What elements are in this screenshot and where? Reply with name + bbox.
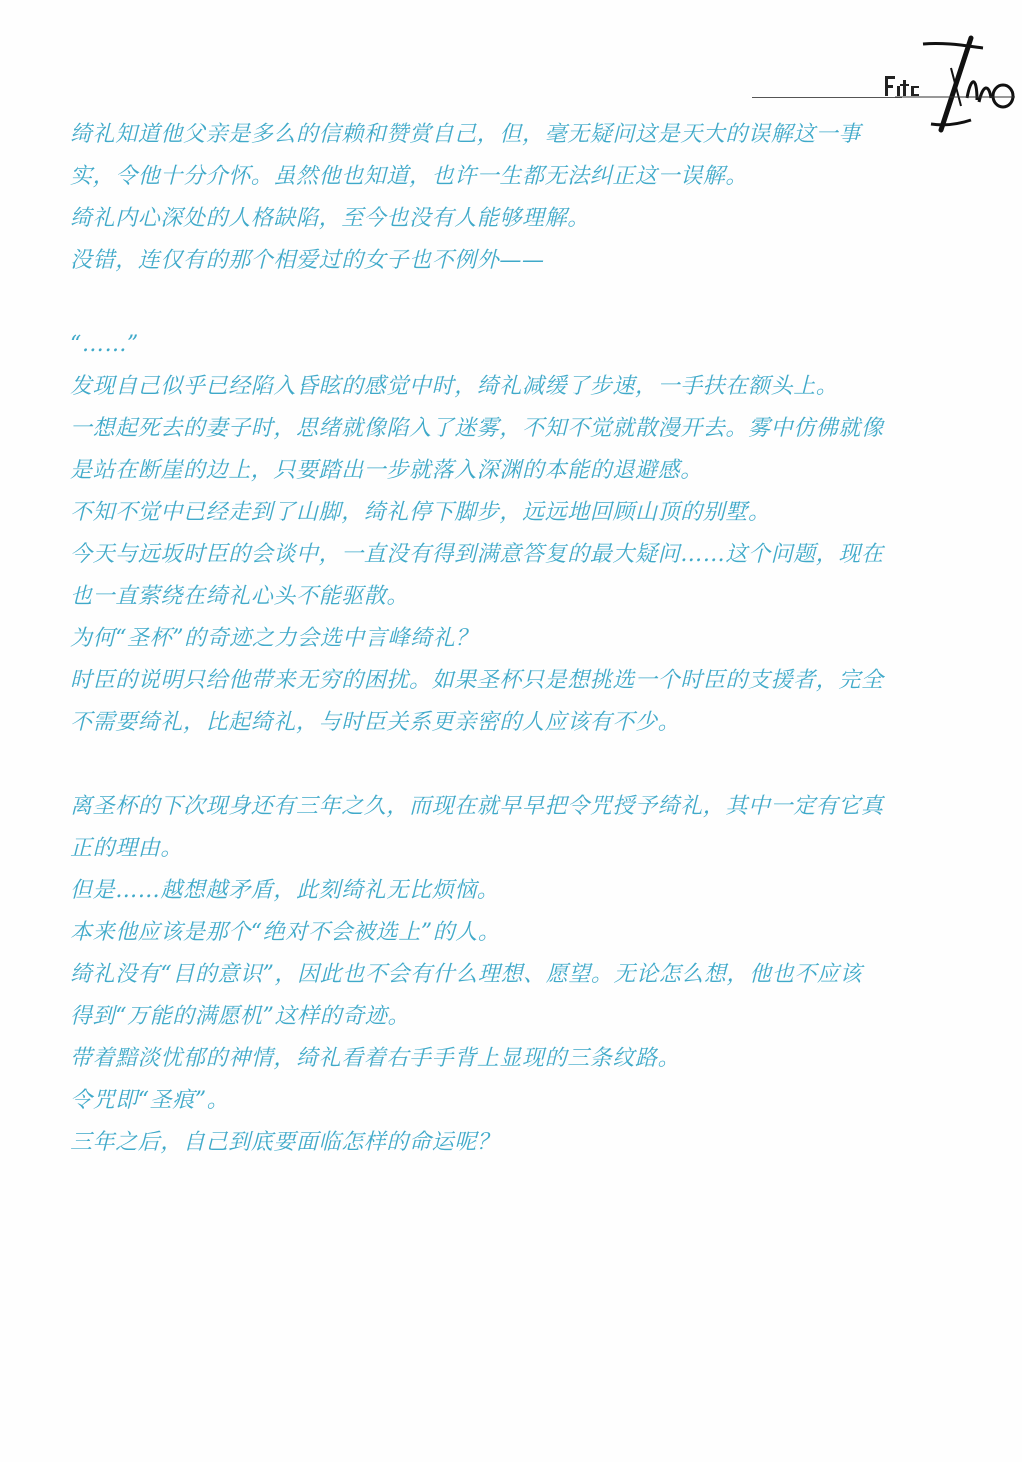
text-line: 绮礼没有“目的意识”，因此也不会有什么理想、愿望。无论怎么想，他也不应该	[70, 962, 863, 987]
text-line: 带着黯淡忧郁的神情，绮礼看着右手手背上显现的三条纹路。	[70, 1046, 681, 1071]
text-line: 本来他应该是那个“绝对不会被选上”的人。	[70, 920, 501, 945]
text-line: 一想起死去的妻子时，思绪就像陷入了迷雾，不知不觉就散漫开去。雾中仿佛就像	[70, 416, 884, 441]
text-line: 发现自己似乎已经陷入昏眩的感觉中时，绮礼减缓了步速，一手扶在额头上。	[70, 374, 839, 399]
text-line: “……”	[70, 332, 139, 357]
text-line: 但是……越想越矛盾，此刻绮礼无比烦恼。	[70, 878, 500, 903]
text-line: 三年之后，自己到底要面临怎样的命运呢？	[70, 1130, 500, 1155]
text-line: 得到“万能的满愿机”这样的奇迹。	[70, 1004, 411, 1029]
text-line: 时臣的说明只给他带来无穷的困扰。如果圣杯只是想挑选一个时臣的支援者，完全	[70, 668, 884, 693]
text-line: 令咒即“圣痕”。	[70, 1088, 230, 1113]
body-text	[70, 114, 960, 1164]
text-line: 正的理由。	[70, 836, 184, 861]
text-line: 是站在断崖的边上，只要踏出一步就落入深渊的本能的退避感。	[70, 458, 703, 483]
text-line: 绮礼内心深处的人格缺陷，至今也没有人能够理解。	[70, 206, 590, 231]
blank-line	[70, 282, 960, 324]
text-line: 今天与远坂时臣的会谈中，一直没有得到满意答复的最大疑问……这个问题，现在	[70, 542, 884, 567]
text-line: 也一直萦绕在绮礼心头不能驱散。	[70, 584, 410, 609]
text-line: 绮礼知道他父亲是多么的信赖和赞赏自己，但，毫无疑问这是天大的误解这一事	[70, 122, 862, 147]
text-line: 不需要绮礼，比起绮礼，与时臣关系更亲密的人应该有不少。	[70, 710, 681, 735]
text-line: 离圣杯的下次现身还有三年之久，而现在就早早把令咒授予绮礼，其中一定有它真	[70, 794, 884, 819]
text-line: 不知不觉中已经走到了山脚，绮礼停下脚步，远远地回顾山顶的别墅。	[70, 500, 771, 525]
text-line: 实，令他十分介怀。虽然他也知道，也许一生都无法纠正这一误解。	[70, 164, 749, 189]
text-line: 没错，连仅有的那个相爱过的女子也不例外——	[70, 248, 545, 273]
blank-line	[70, 744, 960, 786]
text-line: 为何“圣杯”的奇迹之力会选中言峰绮礼？	[70, 626, 478, 651]
